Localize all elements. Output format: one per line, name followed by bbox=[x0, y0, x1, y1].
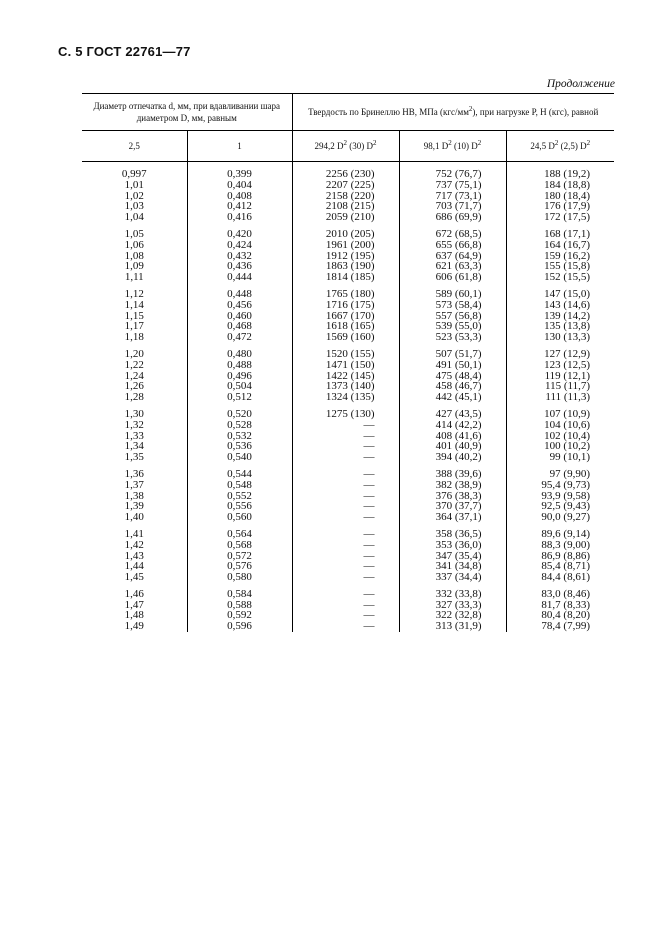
cell-hb10: 370 (37,7) bbox=[399, 501, 506, 512]
col-header-d1: 1 bbox=[187, 131, 292, 162]
cell-hb25: 102 (10,4) bbox=[506, 431, 614, 442]
cell-d1: 0,399 bbox=[187, 162, 292, 180]
cell-d25: 1,22 bbox=[124, 358, 144, 371]
table-row bbox=[82, 469, 614, 480]
cell-hb10: 557 (56,8) bbox=[399, 311, 506, 322]
cell-d25: 1,39 bbox=[124, 500, 144, 513]
cell-hb25: 86,9 (8,86) bbox=[506, 551, 614, 562]
cell-hb30: 1569 (160) bbox=[292, 332, 399, 343]
col-header-hb25-sup: 2 bbox=[554, 139, 559, 147]
cell-hb25: 81,7 (8,33) bbox=[506, 600, 614, 611]
cell-hb30: 1275 (130) bbox=[292, 409, 399, 420]
cell-d25: 1,09 bbox=[124, 260, 144, 273]
cell-hb30: 1667 (170) bbox=[292, 311, 399, 322]
cell-d25: 1,49 bbox=[124, 620, 144, 633]
cell-hb25: 143 (14,6) bbox=[506, 300, 614, 311]
cell-d25: 1,33 bbox=[124, 429, 144, 442]
table-row bbox=[82, 409, 614, 420]
cell-d1: 0,460 bbox=[187, 311, 292, 322]
cell-hb30: — bbox=[292, 621, 399, 632]
cell-hb25: 184 (18,8) bbox=[506, 180, 614, 191]
cell-hb10: 341 (34,8) bbox=[399, 561, 506, 572]
cell-d25: 1,43 bbox=[124, 549, 144, 562]
cell-d1: 0,496 bbox=[187, 371, 292, 382]
cell-hb25: 139 (14,2) bbox=[506, 311, 614, 322]
cell-hb30: — bbox=[292, 551, 399, 562]
table-row bbox=[82, 332, 614, 343]
col-header-hb30-sup: 2 bbox=[343, 139, 347, 147]
cell-hb10: 401 (40,9) bbox=[399, 441, 506, 452]
cell-hb25: 97 (9,90) bbox=[506, 469, 614, 480]
cell-hb30: 1912 (195) bbox=[292, 251, 399, 262]
cell-hb10: 672 (68,5) bbox=[399, 229, 506, 240]
cell-hb10: 491 (50,1) bbox=[399, 360, 506, 371]
table-row bbox=[82, 431, 614, 442]
cell-d1: 0,552 bbox=[187, 491, 292, 502]
cell-hb30: 1324 (135) bbox=[292, 392, 399, 403]
cell-hb30: 1618 (165) bbox=[292, 321, 399, 332]
cell-hb25: 111 (11,3) bbox=[506, 392, 614, 403]
cell-hb25: 80,4 (8,20) bbox=[506, 610, 614, 621]
cell-hb25: 107 (10,9) bbox=[506, 409, 614, 420]
col-header-hb30-sup2: 2 bbox=[373, 139, 377, 147]
diameter-group-header: Диаметр отпечатка d, мм, при вдавливании шара диаметром D, мм, равным bbox=[82, 94, 292, 131]
cell-d25: 1,24 bbox=[124, 369, 144, 382]
cell-d25: 0,997 bbox=[121, 168, 147, 180]
cell-d25: 1,35 bbox=[124, 451, 144, 464]
cell-hb30: 2059 (210) bbox=[292, 212, 399, 223]
cell-hb10: 376 (38,3) bbox=[399, 491, 506, 502]
cell-hb30: 1520 (155) bbox=[292, 349, 399, 360]
cell-d25: 1,03 bbox=[124, 200, 144, 213]
cell-hb25: 159 (16,2) bbox=[506, 251, 614, 262]
cell-hb10: 382 (38,9) bbox=[399, 480, 506, 491]
cell-d1: 0,532 bbox=[187, 431, 292, 442]
hardness-group-text-a: Твердость по Бринеллю НВ, МПа (кгс/мм bbox=[308, 107, 469, 117]
cell-d1: 0,504 bbox=[187, 381, 292, 392]
cell-hb30: — bbox=[292, 610, 399, 621]
table-row bbox=[82, 561, 614, 572]
col-header-hb30-a: 294,2 D bbox=[314, 141, 344, 151]
cell-hb30: — bbox=[292, 600, 399, 611]
col-header-hb10-sup2: 2 bbox=[477, 139, 482, 147]
cell-hb30: 1373 (140) bbox=[292, 381, 399, 392]
cell-hb10: 353 (36,0) bbox=[399, 540, 506, 551]
cell-hb30: — bbox=[292, 501, 399, 512]
cell-hb25: 89,6 (9,14) bbox=[506, 529, 614, 540]
table-row bbox=[82, 212, 614, 223]
cell-hb30: 1716 (175) bbox=[292, 300, 399, 311]
cell-hb30: 1422 (145) bbox=[292, 371, 399, 382]
cell-hb30: 2108 (215) bbox=[292, 201, 399, 212]
cell-hb25: 176 (17,9) bbox=[506, 201, 614, 212]
table-row bbox=[82, 512, 614, 523]
cell-hb25: 92,5 (9,43) bbox=[506, 501, 614, 512]
cell-d1: 0,528 bbox=[187, 420, 292, 431]
cell-hb25: 172 (17,5) bbox=[506, 212, 614, 223]
cell-hb25: 188 (19,2) bbox=[506, 162, 614, 180]
hardness-group-text-b: ), при нагрузке P, Н (кгс), равной bbox=[472, 107, 599, 117]
cell-d25: 1,36 bbox=[124, 467, 144, 480]
table-row bbox=[82, 551, 614, 562]
table-row bbox=[82, 162, 614, 180]
cell-d25: 1,17 bbox=[124, 320, 144, 333]
cell-hb10: 589 (60,1) bbox=[399, 289, 506, 300]
cell-d25: 1,15 bbox=[124, 309, 144, 322]
cell-d25: 1,44 bbox=[124, 560, 144, 573]
hardness-table bbox=[82, 93, 614, 632]
cell-hb25: 135 (13,8) bbox=[506, 321, 614, 332]
cell-hb30: — bbox=[292, 561, 399, 572]
cell-hb25: 130 (13,3) bbox=[506, 332, 614, 343]
table-row bbox=[82, 529, 614, 540]
cell-hb30: — bbox=[292, 452, 399, 463]
cell-d1: 0,576 bbox=[187, 561, 292, 572]
cell-d25: 1,04 bbox=[124, 211, 144, 224]
cell-hb25: 88,3 (9,00) bbox=[506, 540, 614, 551]
cell-hb10: 442 (45,1) bbox=[399, 392, 506, 403]
cell-hb30: 1471 (150) bbox=[292, 360, 399, 371]
cell-d1: 0,444 bbox=[187, 272, 292, 283]
cell-hb10: 313 (31,9) bbox=[399, 621, 506, 632]
cell-hb30: — bbox=[292, 572, 399, 583]
cell-hb10: 539 (55,0) bbox=[399, 321, 506, 332]
cell-d1: 0,580 bbox=[187, 572, 292, 583]
cell-d1: 0,416 bbox=[187, 212, 292, 223]
cell-hb25: 147 (15,0) bbox=[506, 289, 614, 300]
table-row bbox=[82, 621, 614, 632]
cell-hb25: 123 (12,5) bbox=[506, 360, 614, 371]
cell-d25: 1,40 bbox=[124, 511, 144, 524]
cell-hb25: 84,4 (8,61) bbox=[506, 572, 614, 583]
cell-hb10: 507 (51,7) bbox=[399, 349, 506, 360]
cell-d1: 0,472 bbox=[187, 332, 292, 343]
cell-d1: 0,432 bbox=[187, 251, 292, 262]
table-row bbox=[82, 491, 614, 502]
cell-hb10: 523 (53,3) bbox=[399, 332, 506, 343]
table-row bbox=[82, 360, 614, 371]
cell-hb25: 155 (15,8) bbox=[506, 261, 614, 272]
col-header-hb10-sup: 2 bbox=[448, 139, 452, 147]
cell-hb10: 573 (58,4) bbox=[399, 300, 506, 311]
cell-hb25: 90,0 (9,27) bbox=[506, 512, 614, 523]
cell-hb30: — bbox=[292, 529, 399, 540]
cell-d1: 0,420 bbox=[187, 229, 292, 240]
cell-hb10: 752 (76,7) bbox=[399, 162, 506, 180]
cell-d1: 0,536 bbox=[187, 441, 292, 452]
cell-hb25: 152 (15,5) bbox=[506, 272, 614, 283]
cell-d25: 1,02 bbox=[124, 189, 144, 202]
table-row bbox=[82, 441, 614, 452]
cell-hb25: 127 (12,9) bbox=[506, 349, 614, 360]
cell-hb10: 427 (43,5) bbox=[399, 409, 506, 420]
table-row bbox=[82, 572, 614, 583]
cell-d1: 0,584 bbox=[187, 589, 292, 600]
col-header-hb10 bbox=[399, 131, 506, 162]
cell-hb25: 78,4 (7,99) bbox=[506, 621, 614, 632]
cell-d1: 0,540 bbox=[187, 452, 292, 463]
cell-d1: 0,436 bbox=[187, 261, 292, 272]
cell-hb30: 2256 (230) bbox=[292, 162, 399, 180]
col-header-hb25 bbox=[506, 131, 614, 162]
cell-d25: 1,28 bbox=[124, 391, 144, 404]
cell-hb10: 364 (37,1) bbox=[399, 512, 506, 523]
cell-hb30: — bbox=[292, 431, 399, 442]
cell-hb10: 327 (33,3) bbox=[399, 600, 506, 611]
cell-d1: 0,548 bbox=[187, 480, 292, 491]
table-row bbox=[82, 272, 614, 283]
cell-d25: 1,12 bbox=[124, 287, 144, 300]
cell-hb30: — bbox=[292, 540, 399, 551]
table-row bbox=[82, 452, 614, 463]
cell-d25: 1,01 bbox=[124, 178, 144, 191]
cell-hb30: 2207 (225) bbox=[292, 180, 399, 191]
cell-hb10: 347 (35,4) bbox=[399, 551, 506, 562]
cell-hb10: 737 (75,1) bbox=[399, 180, 506, 191]
cell-hb25: 168 (17,1) bbox=[506, 229, 614, 240]
cell-hb10: 322 (32,8) bbox=[399, 610, 506, 621]
cell-d1: 0,408 bbox=[187, 191, 292, 202]
cell-d1: 0,544 bbox=[187, 469, 292, 480]
cell-d25: 1,06 bbox=[124, 238, 144, 251]
cell-d1: 0,556 bbox=[187, 501, 292, 512]
cell-hb25: 100 (10,2) bbox=[506, 441, 614, 452]
cell-d1: 0,596 bbox=[187, 621, 292, 632]
cell-d1: 0,468 bbox=[187, 321, 292, 332]
cell-hb10: 637 (64,9) bbox=[399, 251, 506, 262]
cell-d25: 1,30 bbox=[124, 407, 144, 420]
cell-hb30: 1961 (200) bbox=[292, 240, 399, 251]
cell-hb30: — bbox=[292, 480, 399, 491]
cell-hb10: 337 (34,4) bbox=[399, 572, 506, 583]
cell-d1: 0,424 bbox=[187, 240, 292, 251]
table-row bbox=[82, 240, 614, 251]
cell-d25: 1,48 bbox=[124, 609, 144, 622]
cell-d1: 0,568 bbox=[187, 540, 292, 551]
cell-d1: 0,520 bbox=[187, 409, 292, 420]
cell-hb10: 458 (46,7) bbox=[399, 381, 506, 392]
page-header: С. 5 ГОСТ 22761—77 bbox=[58, 44, 191, 59]
table-row bbox=[82, 300, 614, 311]
cell-hb10: 621 (63,3) bbox=[399, 261, 506, 272]
cell-d1: 0,572 bbox=[187, 551, 292, 562]
cell-hb25: 85,4 (8,71) bbox=[506, 561, 614, 572]
cell-d25: 1,20 bbox=[124, 347, 144, 360]
cell-hb10: 703 (71,7) bbox=[399, 201, 506, 212]
col-header-hb25-a: 24,5 D bbox=[530, 141, 555, 151]
cell-hb30: — bbox=[292, 491, 399, 502]
hardness-group-header bbox=[292, 94, 614, 131]
col-header-hb30-b: (30) D bbox=[347, 141, 373, 151]
cell-hb25: 99 (10,1) bbox=[506, 452, 614, 463]
cell-d1: 0,592 bbox=[187, 610, 292, 621]
cell-d25: 1,38 bbox=[124, 489, 144, 502]
cell-hb10: 394 (40,2) bbox=[399, 452, 506, 463]
table-row bbox=[82, 610, 614, 621]
cell-d1: 0,448 bbox=[187, 289, 292, 300]
cell-hb25: 164 (16,7) bbox=[506, 240, 614, 251]
col-header-hb30 bbox=[292, 131, 399, 162]
cell-d1: 0,404 bbox=[187, 180, 292, 191]
col-header-d25: 2,5 bbox=[82, 131, 187, 162]
cell-hb25: 115 (11,7) bbox=[506, 381, 614, 392]
cell-hb10: 655 (66,8) bbox=[399, 240, 506, 251]
cell-hb10: 332 (33,8) bbox=[399, 589, 506, 600]
table-body bbox=[82, 162, 614, 633]
cell-hb25: 95,4 (9,73) bbox=[506, 480, 614, 491]
col-header-hb10-b: (10) D bbox=[451, 141, 478, 151]
cell-d25: 1,41 bbox=[124, 527, 144, 540]
cell-hb10: 408 (41,6) bbox=[399, 431, 506, 442]
cell-hb10: 358 (36,5) bbox=[399, 529, 506, 540]
cell-hb30: — bbox=[292, 420, 399, 431]
table-row bbox=[82, 392, 614, 403]
cell-hb30: 1814 (185) bbox=[292, 272, 399, 283]
table-row bbox=[82, 420, 614, 431]
cell-hb30: — bbox=[292, 441, 399, 452]
cell-hb25: 180 (18,4) bbox=[506, 191, 614, 202]
col-header-hb25-b: (2,5) D bbox=[558, 141, 587, 151]
cell-d25: 1,14 bbox=[124, 298, 144, 311]
table-row bbox=[82, 600, 614, 611]
cell-d25: 1,05 bbox=[124, 227, 144, 240]
cell-hb25: 93,9 (9,58) bbox=[506, 491, 614, 502]
cell-d1: 0,412 bbox=[187, 201, 292, 212]
cell-hb30: 1863 (190) bbox=[292, 261, 399, 272]
cell-d25: 1,46 bbox=[124, 587, 144, 600]
cell-hb10: 606 (61,8) bbox=[399, 272, 506, 283]
hardness-group-sup: 2 bbox=[468, 105, 473, 113]
cell-d1: 0,560 bbox=[187, 512, 292, 523]
cell-d25: 1,37 bbox=[124, 478, 144, 491]
cell-d25: 1,34 bbox=[124, 440, 144, 453]
cell-hb30: — bbox=[292, 469, 399, 480]
col-header-hb10-a: 98,1 D bbox=[423, 141, 449, 151]
cell-d25: 1,18 bbox=[124, 331, 144, 344]
cell-d1: 0,456 bbox=[187, 300, 292, 311]
cell-d25: 1,26 bbox=[124, 380, 144, 393]
cell-d1: 0,480 bbox=[187, 349, 292, 360]
cell-hb10: 414 (42,2) bbox=[399, 420, 506, 431]
cell-hb25: 104 (10,6) bbox=[506, 420, 614, 431]
cell-hb25: 119 (12,1) bbox=[506, 371, 614, 382]
cell-hb30: — bbox=[292, 589, 399, 600]
continuation-label: Продолжение bbox=[546, 78, 615, 90]
cell-d1: 0,564 bbox=[187, 529, 292, 540]
cell-hb10: 686 (69,9) bbox=[399, 212, 506, 223]
cell-d1: 0,588 bbox=[187, 600, 292, 611]
table-row bbox=[82, 480, 614, 491]
table-row bbox=[82, 501, 614, 512]
cell-d1: 0,488 bbox=[187, 360, 292, 371]
cell-hb30: — bbox=[292, 512, 399, 523]
cell-d25: 1,11 bbox=[124, 271, 144, 284]
table-row bbox=[82, 540, 614, 551]
col-header-hb25-sup2: 2 bbox=[586, 139, 591, 147]
table-row bbox=[82, 589, 614, 600]
cell-d25: 1,08 bbox=[124, 249, 144, 262]
cell-d25: 1,47 bbox=[124, 598, 144, 611]
cell-hb10: 717 (73,1) bbox=[399, 191, 506, 202]
cell-hb25: 83,0 (8,46) bbox=[506, 589, 614, 600]
cell-hb10: 388 (39,6) bbox=[399, 469, 506, 480]
cell-hb30: 2158 (220) bbox=[292, 191, 399, 202]
table-row bbox=[82, 180, 614, 191]
cell-hb30: 2010 (205) bbox=[292, 229, 399, 240]
cell-hb30: 1765 (180) bbox=[292, 289, 399, 300]
cell-hb10: 475 (48,4) bbox=[399, 371, 506, 382]
cell-d25: 1,32 bbox=[124, 418, 144, 431]
cell-d25: 1,45 bbox=[124, 571, 144, 584]
cell-d25: 1,42 bbox=[124, 538, 144, 551]
cell-d1: 0,512 bbox=[187, 392, 292, 403]
